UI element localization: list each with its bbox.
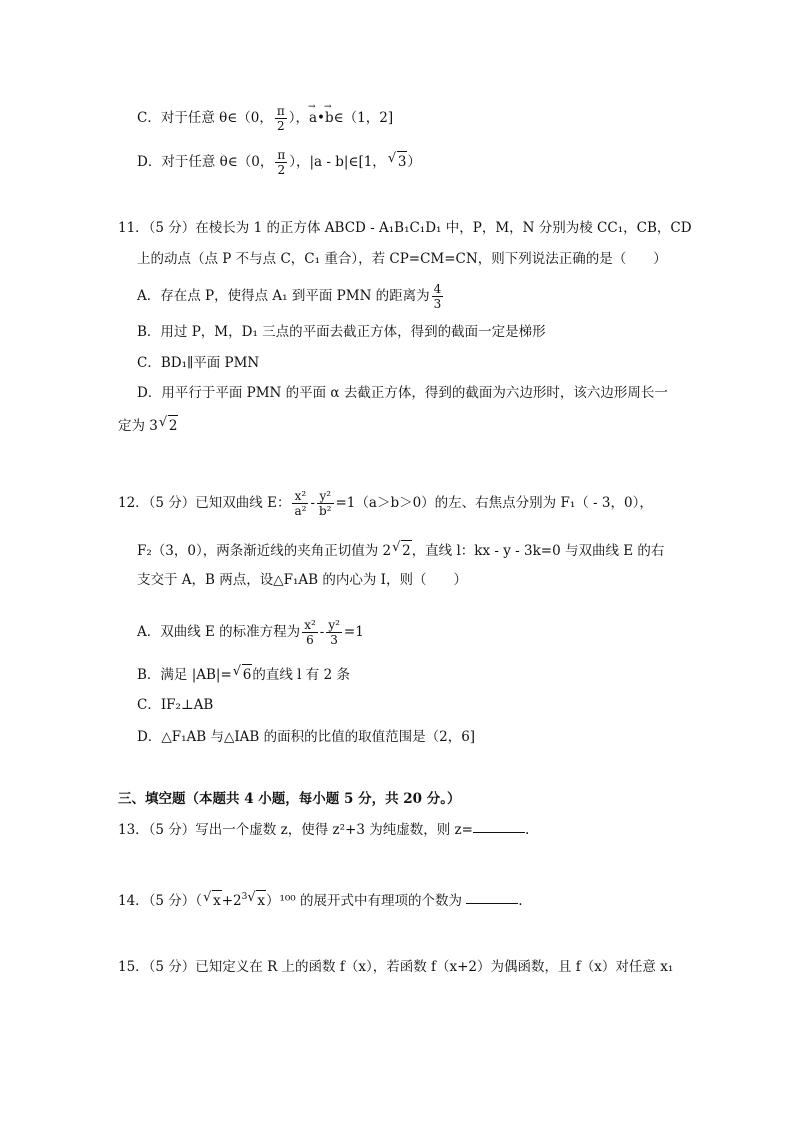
q12-b-sqrt6: √ 6 <box>242 664 253 685</box>
q12-l2-pre: F₂（3，0），两条渐近线的夹角正切值为 2 <box>137 543 392 559</box>
q12-option-a <box>137 618 364 647</box>
q11-a-fraction <box>432 282 444 311</box>
q12-frac-x <box>292 489 308 518</box>
q12-a-x2: x² <box>304 618 316 632</box>
q12-a-frac-y <box>326 618 342 647</box>
q13-pre: 13．（5 分）写出一个虚数 z，使得 z²+3 为纯虚数，则 z= <box>118 822 473 838</box>
q12-b2: b² <box>319 504 332 518</box>
q10-d-pre: D．对于任意 θ∈（0， <box>137 154 274 170</box>
q12-l1-post: =1（a＞b＞0）的左、右焦点分别为 F₁（ - 3，0）， <box>335 495 653 511</box>
q14-sqrt-x: √ x <box>212 890 222 911</box>
q11-d-sqrt2: √ 2 <box>168 415 179 436</box>
q10-c-fraction <box>275 104 287 133</box>
q14-end: . <box>518 893 523 909</box>
q13 <box>118 820 529 840</box>
q10-d-fraction <box>275 148 287 177</box>
q10-d-frac-den: 2 <box>277 163 286 177</box>
q12-option-c: C．IF₂⊥AB <box>137 697 214 713</box>
q13-post: . <box>524 822 530 838</box>
q10-d-mid: ），| <box>289 154 315 170</box>
q10-d-b: b <box>335 154 344 170</box>
q12-a-6: 6 <box>306 633 314 647</box>
q14-plus: +2 <box>221 893 242 909</box>
q10-c-pre: C．对于任意 θ∈（0， <box>137 110 273 126</box>
q10-c-dot: • <box>317 110 326 126</box>
q11-option-a <box>137 282 445 311</box>
q10-d-minus: - <box>322 154 336 170</box>
q10-option-d <box>137 148 421 177</box>
q12-option-d: D．△F₁AB 与△IAB 的面积的比值的取值范围是（2，6] <box>137 729 476 745</box>
q11-stem-line2: 上的动点（点 P 不与点 C，C₁ 重合），若 CP=CM=CN，则下列说法正确的是（ ） <box>137 251 667 267</box>
q14-post: ）¹⁰⁰ 的展开式中有理项的个数为 <box>265 893 467 909</box>
q12-y2: y² <box>317 489 334 504</box>
q12-a-post: =1 <box>343 624 364 640</box>
q10-d-frac-num: π <box>277 148 286 162</box>
q10-option-c <box>137 104 393 133</box>
q12-a-pre: A．双曲线 E 的标准方程为 <box>137 624 301 640</box>
q12-l2-sqrt2: √ 2 <box>401 540 412 561</box>
q14-answer-blank <box>466 903 518 904</box>
q11-a-num: 4 <box>433 282 442 296</box>
q10-c-frac-num: π <box>276 104 285 118</box>
q10-d-post1: |∈[1， <box>343 154 386 170</box>
q11-a-pre: A．存在点 P，使得点 A₁ 到平面 PMN 的距离为 <box>137 288 430 304</box>
q12-a-minus: - <box>319 624 325 640</box>
q12-option-b <box>137 664 350 685</box>
q12-x2: x² <box>292 489 308 504</box>
q11-option-c: C．BD₁∥平面 PMN <box>137 355 260 371</box>
q12-stem-line2 <box>137 540 664 561</box>
q12-a2: a² <box>294 504 307 518</box>
q12-a-frac-x <box>302 618 318 647</box>
q14-root-index: 3 <box>241 892 248 902</box>
q11-option-b: B．用过 P，M，D₁ 三点的平面去截正方体，得到的截面一定是梯形 <box>137 324 546 340</box>
q12-l1-pre: 12．（5 分）已知双曲线 E： <box>118 495 291 511</box>
q14-cbrt-x: √ x <box>256 890 266 911</box>
q10-c-vector-b: → b <box>325 108 334 128</box>
q12-stem-line3: 支交于 A，B 两点，设△F₁AB 的内心为 I，则（ ） <box>137 572 467 588</box>
q13-answer-blank <box>473 832 525 833</box>
q12-minus: - <box>310 495 315 511</box>
q12-stem-line1 <box>118 489 653 518</box>
q11-a-den: 3 <box>433 297 442 311</box>
q10-d-sqrt3: √ 3 <box>397 151 408 172</box>
q14 <box>118 887 523 911</box>
q10-d-a: a <box>314 154 323 170</box>
q12-l2-post: ，直线 l：kx - y - 3k=0 与双曲线 E 的右 <box>411 543 665 559</box>
q11-stem-line1: 11．（5 分）在棱长为 1 的正方体 ABCD - A₁B₁C₁D₁ 中，P，M，N 分别为棱 CC₁，CB，CD <box>118 220 692 236</box>
q12-b-post: 的直线 l 有 2 条 <box>252 667 350 683</box>
q11-option-d-line2 <box>118 415 178 436</box>
q10-c-vector-a: → a <box>309 108 317 128</box>
q14-pre: 14．（5 分）（ <box>118 893 203 909</box>
q15-stem: 15．（5 分）已知定义在 R 上的函数 f（x），若函数 f（x+2）为偶函数，且 f（x）对任意 x₁ <box>118 959 674 975</box>
q10-c-frac-den: 2 <box>276 119 285 133</box>
q10-c-mid: ）， <box>288 110 309 126</box>
q12-frac-y <box>317 489 334 518</box>
q12-b-pre: B．满足 |AB|= <box>137 667 232 683</box>
q12-a-3: 3 <box>330 633 338 647</box>
q11-option-d-line1: D．用平行于平面 PMN 的平面 α 去截正方体，得到的截面为六边形时，该六边形周长一 <box>137 385 668 401</box>
section-heading: 三、填空题（本题共 4 小题，每小题 5 分，共 20 分。） <box>118 791 461 807</box>
q11-d-pre: 定为 3 <box>118 418 158 434</box>
q12-a-y2: y² <box>328 618 340 632</box>
q10-d-post2: ） <box>407 154 421 170</box>
q10-c-post: ∈（1，2] <box>333 110 394 126</box>
